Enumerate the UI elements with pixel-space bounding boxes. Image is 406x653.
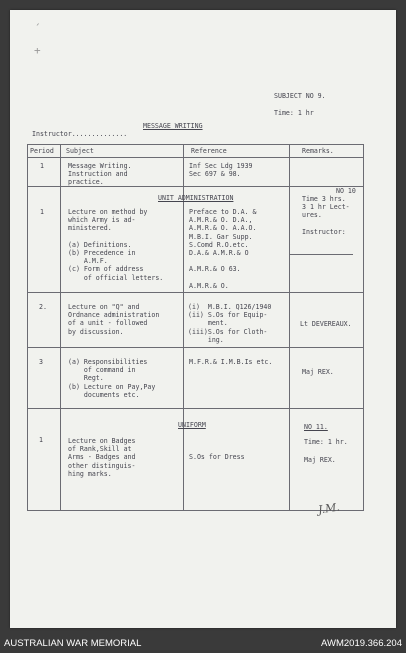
header-subject: Subject (66, 147, 94, 155)
row2-reference: Preface to D.A. & A.M.R.& O. D.A., A.M.R.& O. A.A.O. M.B.I. Gar Supp. S.Comd R.O.etc. D.A.& A.M.R.& O A.M.R.& O 63. A.M.R.& O. (189, 208, 257, 290)
time-allotted: Time: 1 hr (274, 109, 314, 117)
row4-subject: (a) Responsibilities of command in Regt. (b) Lecture on Pay,Pay documents etc. (68, 358, 156, 399)
footer-institution: AUSTRALIAN WAR MEMORIAL (4, 638, 142, 649)
header-reference: Reference (191, 147, 227, 155)
row1-subject: Message Writing. Instruction and practice. (68, 162, 132, 187)
row4-remarks: Maj REX. (302, 368, 334, 376)
instructor-line: Instructor.............. (32, 130, 128, 138)
row5-time: Time: 1 hr. (304, 438, 348, 446)
row2-remarks: Time 3 hrs. 3 1 hr Lect- ures. Instructor: (302, 195, 350, 236)
header-remarks: Remarks. (302, 147, 334, 155)
footer-bar (0, 635, 406, 653)
row4-reference: M.F.R.& I.M.B.Is etc. (189, 358, 273, 366)
section-heading-uniform: UNIFORM (178, 421, 206, 429)
subject-number-10: NO 10 (336, 187, 356, 195)
header-period: Period (30, 147, 54, 155)
row3-subject: Lecture on "Q" and Ordnance administration of a unit - followed by discussion. (68, 303, 160, 336)
row2-period: 1 (40, 208, 44, 216)
row5-reference: S.Os for Dress (189, 453, 245, 461)
subject-number-11: NO 11. (304, 423, 328, 431)
row3-reference: (i) M.B.I. Q126/1940 (ii) S.Os for Equip- ment. (iii)S.Os for Cloth- ing. (188, 303, 272, 344)
row3-period: 2. (39, 303, 47, 311)
row1-period: 1 (40, 162, 44, 170)
page-title: MESSAGE WRITING (143, 122, 203, 130)
row5-instructor: Maj REX. (304, 456, 336, 464)
subject-number: SUBJECT NO 9. (274, 92, 326, 100)
punch-hole-mark: ´ (34, 22, 41, 35)
punch-hole-mark: + (34, 44, 41, 57)
section-heading-unit-administration: UNIT ADMINISTRATION (158, 194, 234, 202)
row5-period: 1 (39, 436, 43, 444)
document-page (10, 10, 396, 628)
row4-period: 3 (39, 358, 43, 366)
footer-accession-number: AWM2019.366.204 (321, 638, 402, 649)
handwritten-initials: J.M. (317, 500, 341, 517)
row3-remarks: Lt DEVEREAUX. (300, 320, 352, 328)
row5-subject: Lecture on Badges of Rank,Skill at Arms - Badges and other distinguis- hing marks. (68, 437, 136, 478)
row1-reference: Inf Sec Ldg 1939 Sec 697 & 98. (189, 162, 253, 179)
row2-subject: Lecture on method by which Army is ad- ministered. (a) Definitions. (b) Precedence in A.M.F. (c) Form of address of official letters. (68, 208, 164, 282)
